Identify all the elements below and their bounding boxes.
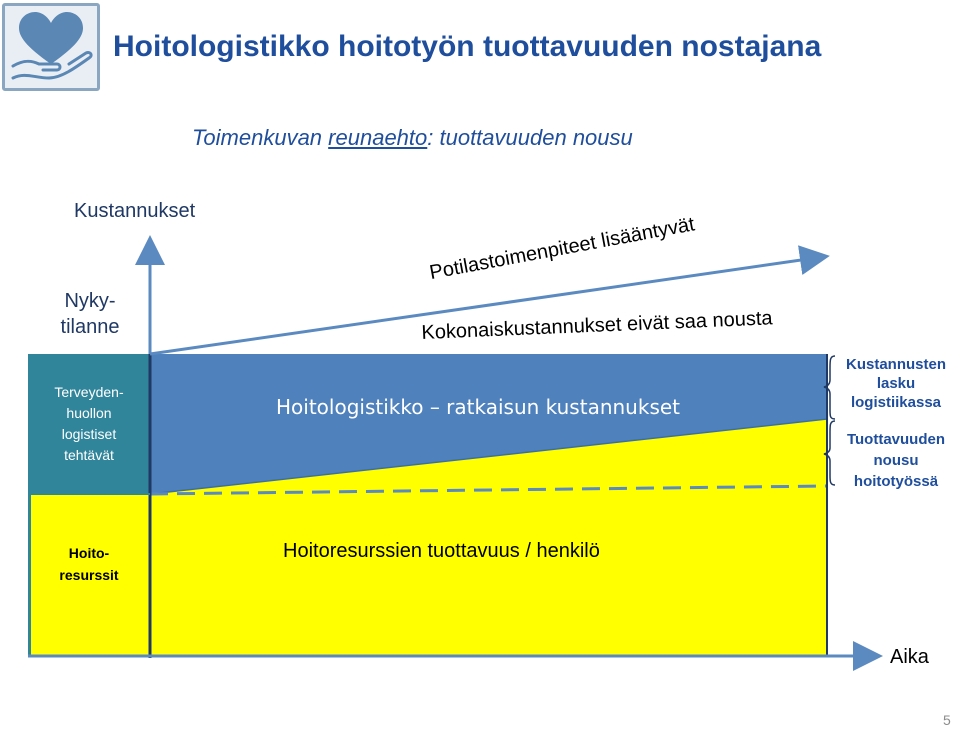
slide-title: Hoitologistikko hoitotyön tuottavuuden nostajana	[113, 30, 822, 63]
logistics-tasks-line: tehtävät	[64, 447, 114, 463]
current-state-line: tilanne	[60, 316, 120, 338]
cost-reduction-line: Kustannusten	[845, 356, 946, 373]
current-state-line: Nyky-	[64, 290, 116, 312]
cost-reduction-label	[832, 355, 960, 412]
cost-reduction-line: lasku	[876, 375, 916, 392]
solution-cost-label: Hoitologistikko – ratkaisun kustannukset	[276, 395, 681, 419]
productivity-line: Tuottavuuden	[846, 431, 946, 448]
productivity-increase-label	[832, 429, 960, 492]
cost-reduction-line: logistiikassa	[850, 394, 942, 411]
subtitle-suffix: : tuottavuuden nousu	[427, 125, 633, 150]
productivity-line: nousu	[873, 452, 919, 469]
logistics-tasks-line: logistiset	[61, 426, 117, 442]
care-resources-line: Hoito-	[68, 545, 110, 561]
care-resources-line: resurssit	[59, 567, 119, 583]
page-number: 5	[943, 712, 951, 728]
total-cost-label: Kokonaiskustannukset eivät saa nousta	[421, 307, 773, 345]
productivity-line: hoitotyössä	[853, 473, 939, 490]
productivity-per-person-label: Hoitoresurssien tuottavuus / henkilö	[283, 540, 600, 562]
y-axis-label: Kustannukset	[74, 200, 196, 222]
logistics-tasks-line: Terveyden-	[54, 384, 124, 400]
subtitle-prefix: Toimenkuvan	[192, 125, 329, 150]
rising-arrow-label: Potilastoimenpiteet lisääntyvät	[427, 213, 697, 285]
subtitle-underlined: reunaehto	[328, 125, 428, 150]
logistics-tasks-line: huollon	[66, 405, 112, 421]
x-axis-label: Aika	[890, 646, 929, 668]
